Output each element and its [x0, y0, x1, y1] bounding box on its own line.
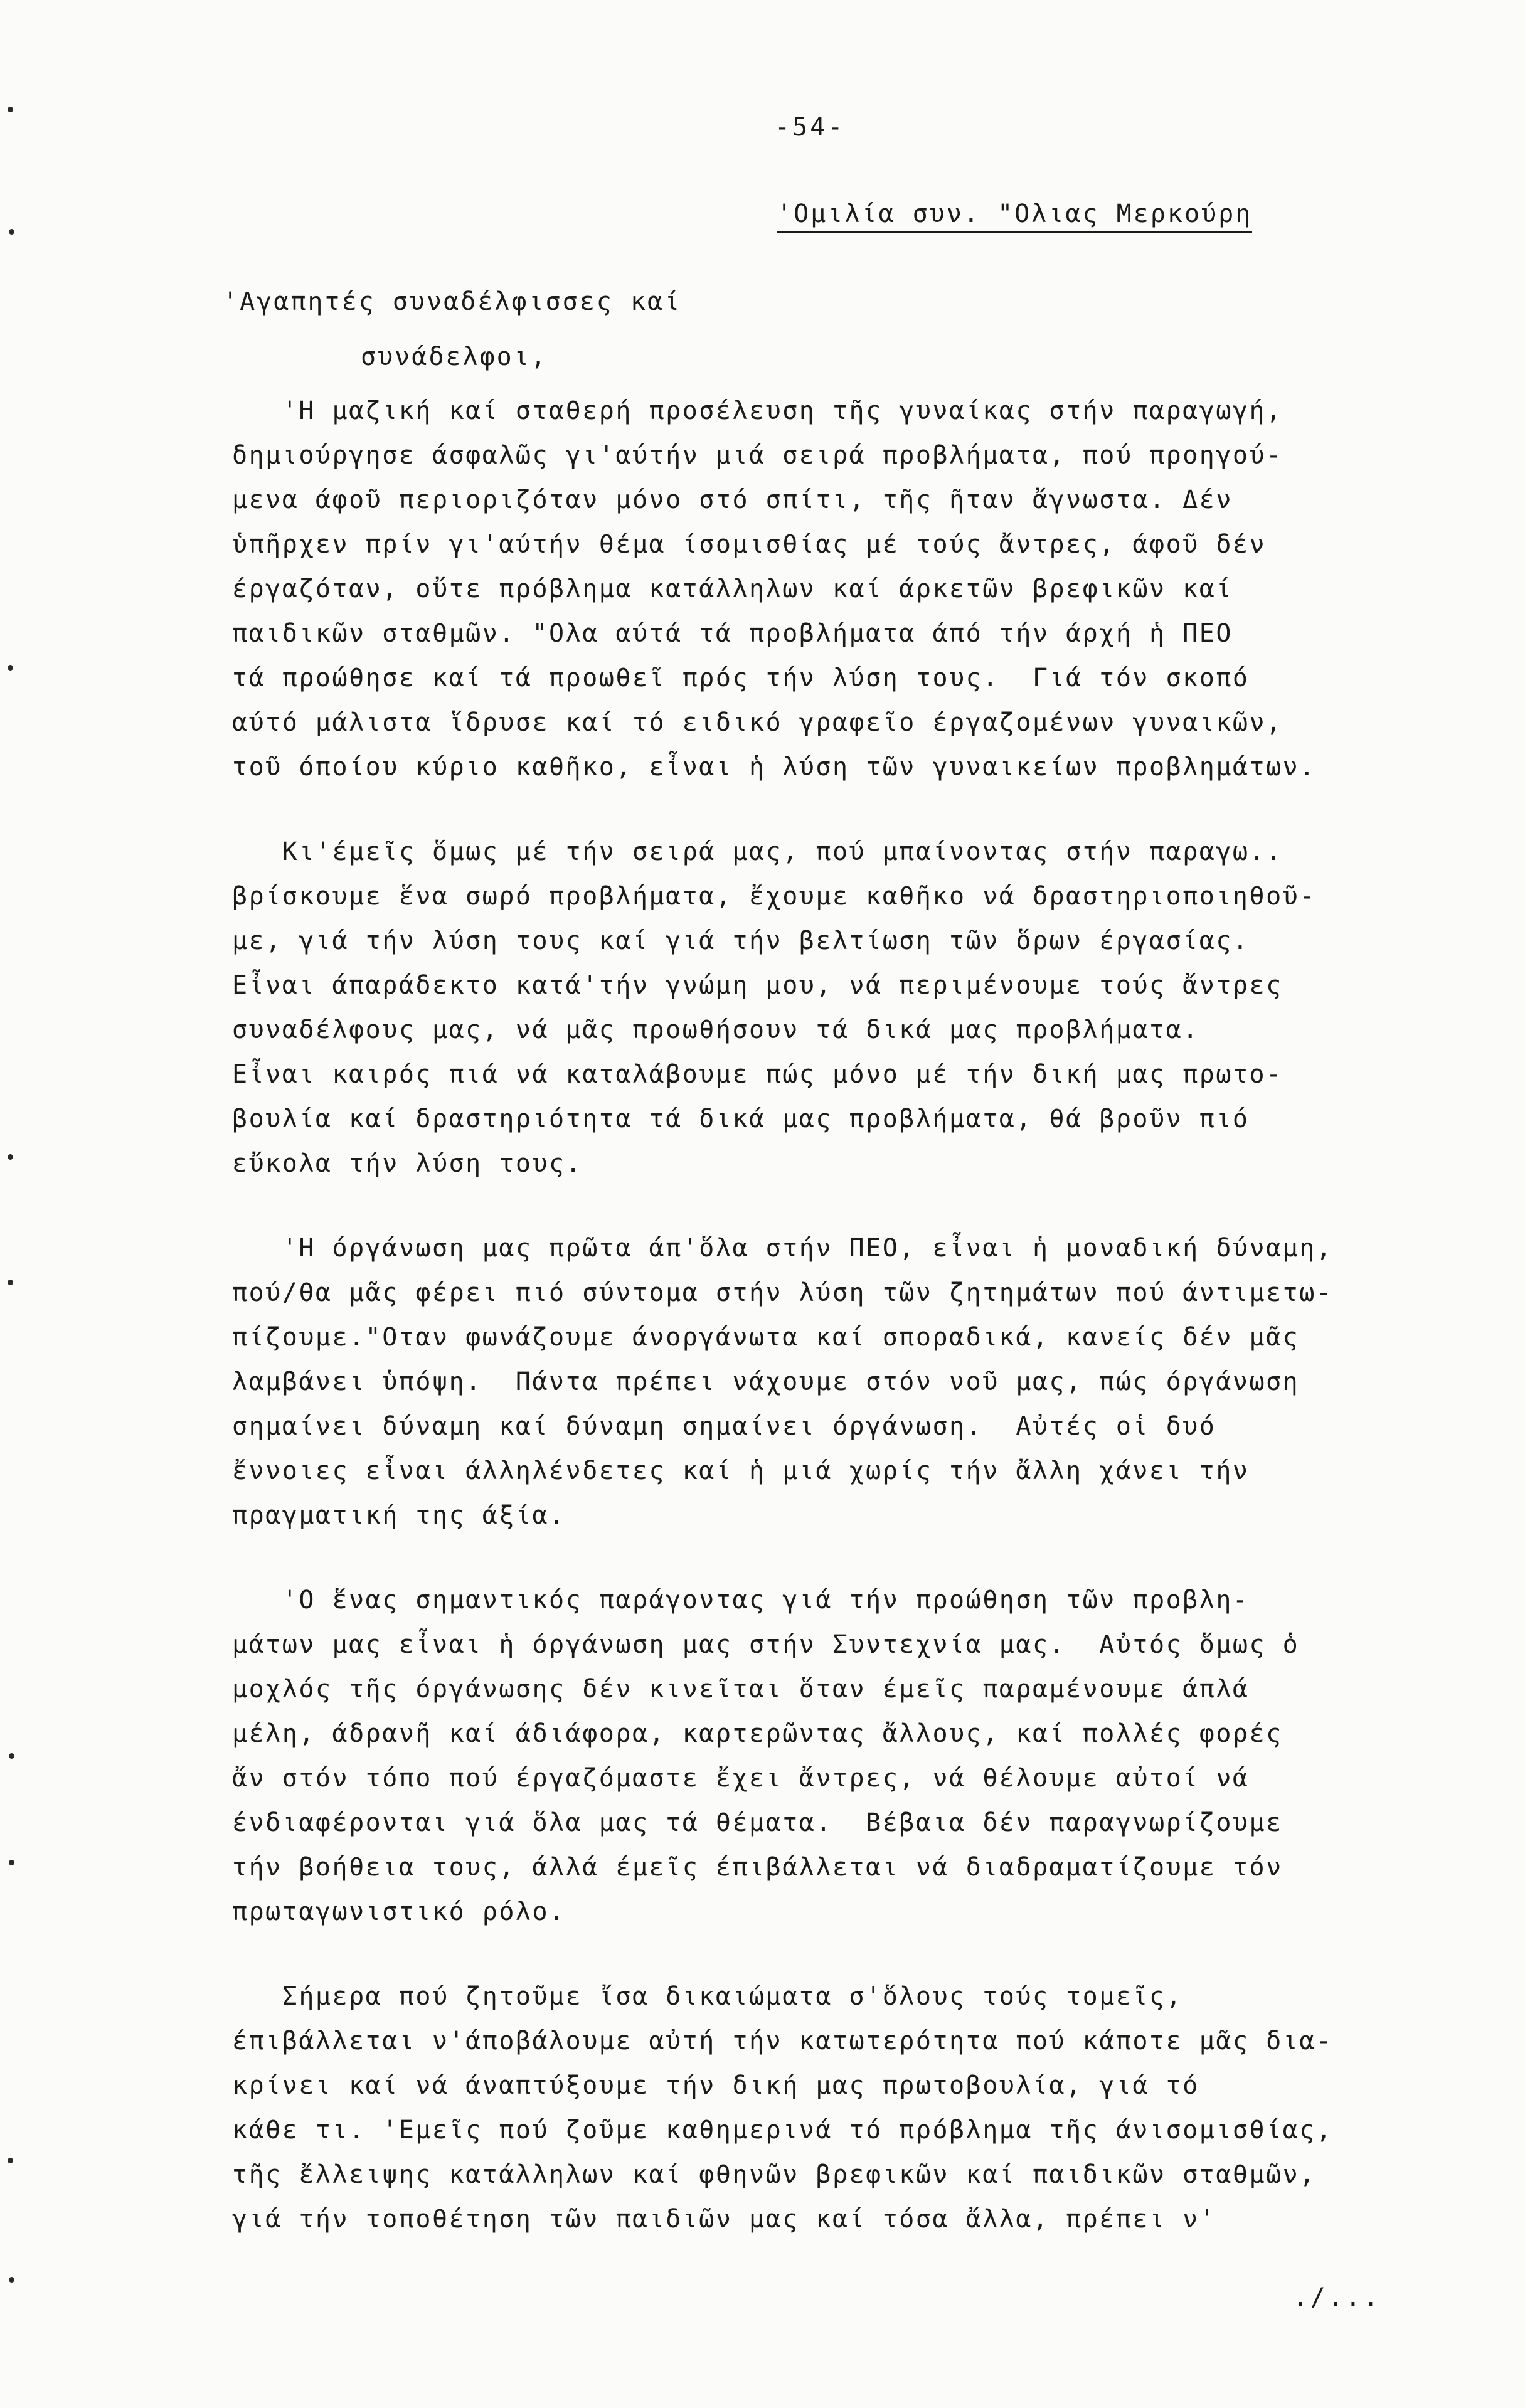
- margin-mark: [8, 2158, 13, 2163]
- text-line: ἄν στόν τόπο πού έργαζόμαστε ἔχει ἄντρες, νά θέλουμε αὐτοί νά: [232, 1764, 1250, 1793]
- text-line: πρωταγωνιστικό ρόλο.: [232, 1897, 566, 1926]
- margin-mark: [8, 1154, 13, 1160]
- text-line: τῆς ἔλλειψης κατάλληλων καί φθηνῶν βρεφικῶν καί παιδικῶν σταθμῶν,: [232, 2160, 1316, 2189]
- text-line: Κι'έμεῖς ὅμως μέ τήν σειρά μας, πού μπαίνοντας στήν παραγω..: [232, 837, 1283, 866]
- margin-mark: [9, 2277, 14, 2283]
- text-line: βουλία καί δραστηριότητα τά δικά μας προβλήματα, θά βροῦν πιό: [232, 1105, 1250, 1133]
- paragraph: [232, 1226, 1474, 1538]
- text-line: ὑπῆρχεν πρίν γι'αύτήν θέμα ίσομισθίας μέ τούς ἄντρες, άφοῦ δέν: [232, 530, 1267, 559]
- text-line: συναδέλφους μας, νά μᾶς προωθήσουν τά δικά μας προβλήματα.: [232, 1016, 1199, 1044]
- speech-title: 'Ομιλία συν. "Ολιας Μερκούρη: [777, 199, 1252, 233]
- text-line: 'Η όργάνωση μας πρῶτα άπ'ὅλα στήν ΠΕΟ, εἶναι ἡ μοναδική δύναμη,: [232, 1234, 1333, 1263]
- margin-mark: [8, 665, 13, 671]
- text-line: τήν βοήθεια τους, άλλά έμεῖς έπιβάλλεται νά διαδραματίζουμε τόν: [232, 1853, 1283, 1882]
- salutation-line-2: συνάδελφοι,: [361, 342, 548, 371]
- text-line: πίζουμε."Οταν φωνάζουμε άνοργάνωτα καί σποραδικά, κανείς δέν μᾶς: [232, 1323, 1300, 1352]
- text-line: παιδικῶν σταθμῶν. "Ολα αύτά τά προβλήματα άπό τήν άρχή ἡ ΠΕΟ: [232, 619, 1233, 648]
- margin-mark: [9, 1860, 14, 1865]
- text-line: πού/θα μᾶς φέρει πιό σύντομα στήν λύση τῶν ζητημάτων πού άντιμετω-: [232, 1278, 1333, 1307]
- text-line: Εἶναι άπαράδεκτο κατά'τήν γνώμη μου, νά περιμένουμε τούς ἄντρες: [232, 971, 1283, 1000]
- text-line: μενα άφοῦ περιοριζόταν μόνο στό σπίτι, τῆς ῆταν ἄγνωστα. Δέν: [232, 485, 1233, 514]
- text-line: πραγματική της άξία.: [232, 1501, 566, 1530]
- text-line: ἔννοιες εἶναι άλληλένδετες καί ἡ μιά χωρίς τήν ἄλλη χάνει τήν: [232, 1456, 1250, 1485]
- text-line: κρίνει καί νά άναπτύξουμε τήν δική μας πρωτοβουλία, γιά τό: [232, 2071, 1199, 2100]
- text-line: έπιβάλλεται ν'άποβάλουμε αὐτή τήν κατωτερότητα πού κάποτε μᾶς δια-: [232, 2027, 1333, 2055]
- salutation-line-1: 'Αγαπητές συναδέλφισσες καί: [223, 287, 682, 316]
- text-line: τοῦ όποίου κύριο καθῆκο, εἶναι ἡ λύση τῶν γυναικείων προβλημάτων.: [232, 753, 1316, 782]
- text-line: τά προώθησε καί τά προωθεῖ πρός τήν λύση τους. Γιά τόν σκοπό: [232, 664, 1250, 692]
- text-line: σημαίνει δύναμη καί δύναμη σημαίνει όργάνωση. Αὐτές οἱ δυό: [232, 1412, 1216, 1441]
- text-line: μάτων μας εἶναι ἡ όργάνωση μας στήν Συντεχνία μας. Αὐτός ὅμως ὁ: [232, 1630, 1300, 1659]
- paragraph: [232, 389, 1474, 790]
- text-line: 'Ο ἕνας σημαντικός παράγοντας γιά τήν προώθηση τῶν προβλη-: [232, 1586, 1250, 1615]
- text-line: μοχλός τῆς όργάνωσης δέν κινεῖται ὅταν έμεῖς παραμένουμε άπλά: [232, 1675, 1250, 1704]
- body-text: [232, 389, 1474, 2282]
- text-line: βρίσκουμε ἕνα σωρό προβλήματα, ἔχουμε καθῆκο νά δραστηριοποιηθοῦ-: [232, 882, 1316, 911]
- text-line: 'Η μαζική καί σταθερή προσέλευση τῆς γυναίκας στήν παραγωγή,: [232, 396, 1283, 425]
- text-line: αύτό μάλιστα ἵδρυσε καί τό ειδικό γραφεῖο έργαζομένων γυναικῶν,: [232, 708, 1283, 737]
- paragraph: [232, 1578, 1474, 1934]
- text-line: Εἶναι καιρός πιά νά καταλάβουμε πώς μόνο μέ τήν δική μας πρωτο-: [232, 1060, 1283, 1089]
- paragraph: [232, 1975, 1474, 2242]
- text-line: γιά τήν τοποθέτηση τῶν παιδιῶν μας καί τόσα ἄλλα, πρέπει ν': [232, 2205, 1216, 2234]
- text-line: κάθε τι. 'Εμεῖς πού ζοῦμε καθημερινά τό πρόβλημα τῆς άνισομισθίας,: [232, 2116, 1333, 2145]
- text-line: Σήμερα πού ζητοῦμε ἴσα δικαιώματα σ'ὅλους τούς τομεῖς,: [232, 1982, 1183, 2011]
- text-line: έργαζόταν, οὔτε πρόβλημα κατάλληλων καί άρκετῶν βρεφικῶν καί: [232, 575, 1233, 603]
- paragraph: [232, 830, 1474, 1186]
- text-line: μέλη, άδρανῆ καί άδιάφορα, καρτερῶντας ἄλλους, καί πολλές φορές: [232, 1719, 1283, 1748]
- continuation-marker: ./...: [1292, 2283, 1381, 2312]
- margin-mark: [8, 107, 13, 112]
- page-number: -54-: [775, 113, 846, 142]
- text-line: λαμβάνει ὑπόψη. Πάντα πρέπει νάχουμε στόν νοῦ μας, πώς όργάνωση: [232, 1367, 1300, 1396]
- text-line: δημιούργησε άσφαλῶς γι'αύτήν μιά σειρά προβλήματα, πού προηγού-: [232, 441, 1283, 470]
- margin-mark: [9, 229, 14, 235]
- text-line: εὔκολα τήν λύση τους.: [232, 1149, 583, 1178]
- margin-mark: [9, 1753, 14, 1759]
- margin-mark: [8, 1280, 13, 1285]
- text-line: ένδιαφέρονται γιά ὅλα μας τά θέματα. Βέβαια δέν παραγνωρίζουμε: [232, 1808, 1283, 1837]
- text-line: με, γιά τήν λύση τους καί γιά τήν βελτίωση τῶν ὅρων έργασίας.: [232, 926, 1250, 955]
